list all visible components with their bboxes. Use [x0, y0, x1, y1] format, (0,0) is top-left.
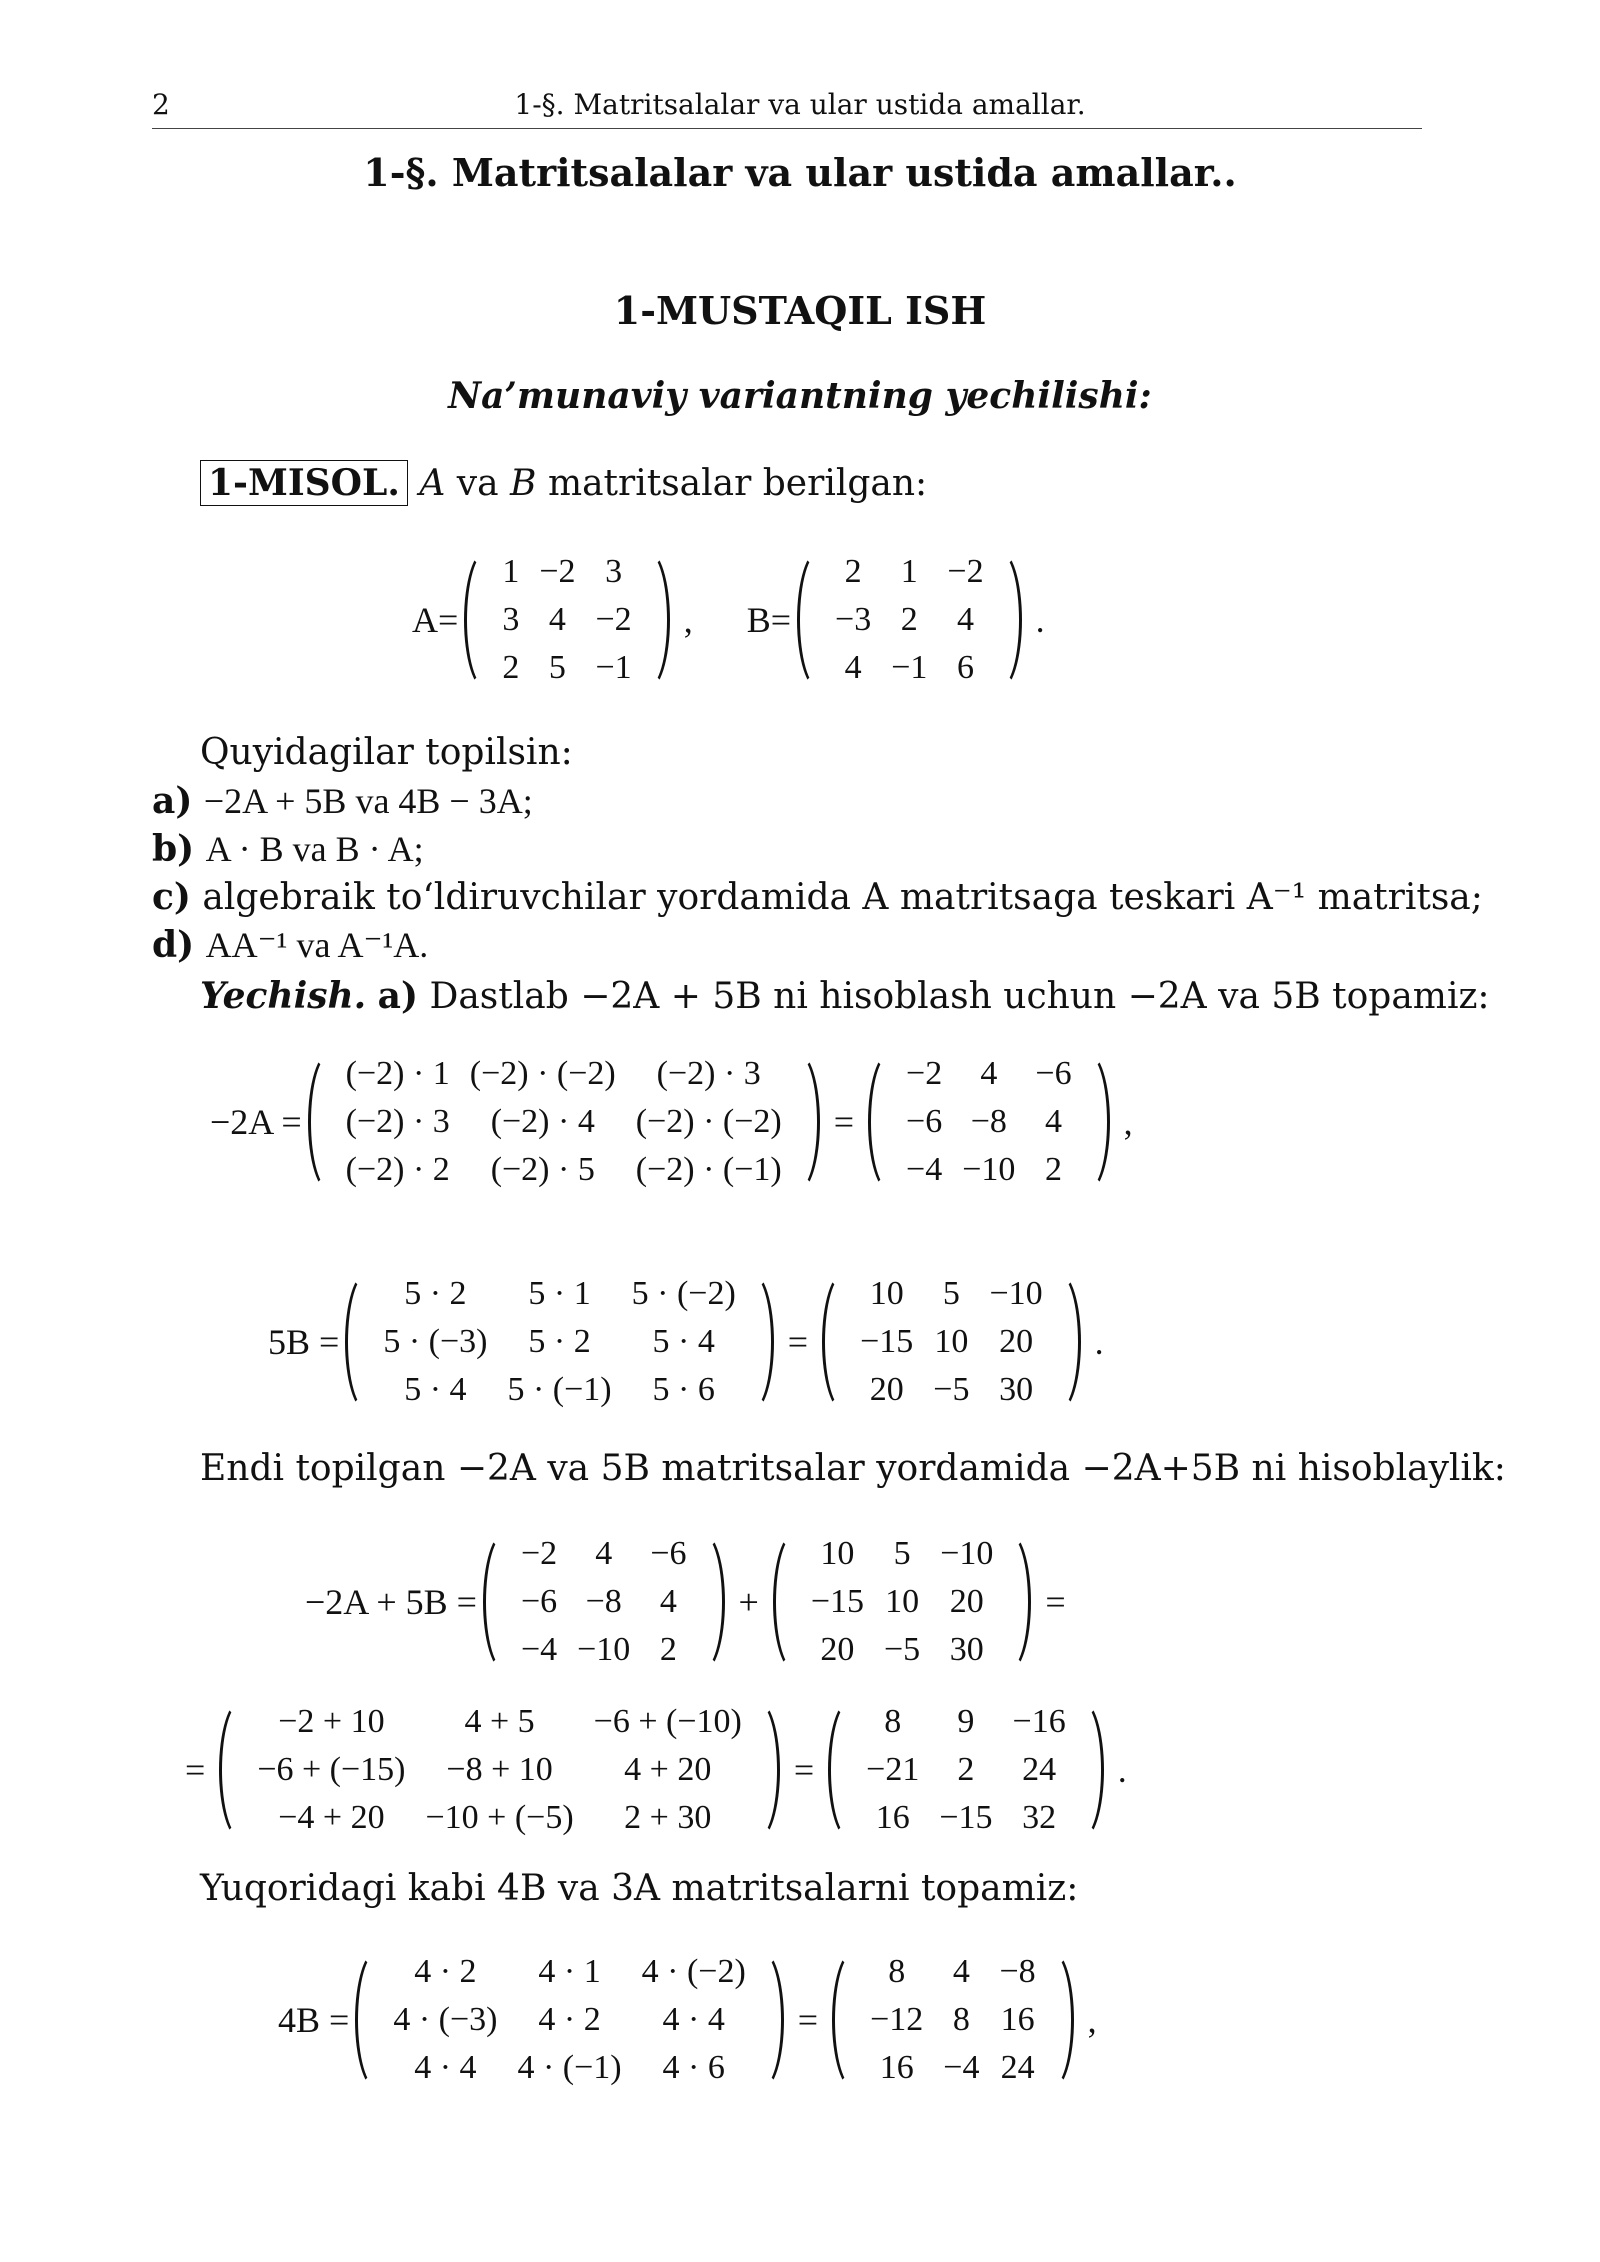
eq-4b-right	[832, 1948, 1074, 2092]
matrix-row	[511, 1626, 697, 1674]
matrix-cell: 5 · 4	[404, 1371, 467, 1408]
example-matrix-b: B	[510, 463, 537, 504]
matrix-cell: 5	[942, 1275, 960, 1312]
eq-sum-m2	[773, 1530, 1032, 1674]
given-comma: ,	[683, 600, 693, 640]
matrix-row	[373, 1366, 745, 1414]
eq-5b	[268, 1270, 1118, 1414]
matrix-cell: 4 · 2	[538, 2001, 601, 2038]
matrix-cell: 9	[957, 1703, 975, 1740]
left-paren	[773, 1530, 795, 1674]
matrix-grid	[801, 1530, 1004, 1674]
matrix-row	[825, 596, 994, 644]
matrix-row	[801, 1530, 1004, 1578]
matrix-cell: −15	[860, 1323, 914, 1360]
matrix-cell: −5	[933, 1371, 970, 1408]
matrix-row	[801, 1578, 1004, 1626]
eq-minus-2a-right	[868, 1050, 1110, 1194]
matrix-cell: 10	[820, 1535, 855, 1572]
eq-sum-equals: =	[1045, 1582, 1066, 1622]
matrix-row	[492, 644, 641, 692]
page-number: 2	[152, 88, 170, 121]
matrix-cell: 30	[999, 1371, 1034, 1408]
matrix-row	[850, 1270, 1053, 1318]
matrix-row	[336, 1098, 792, 1146]
matrix-cell: 6	[956, 649, 974, 686]
matrix-cell: (−2) · 3	[345, 1103, 450, 1140]
matrix-cell: −10	[940, 1535, 994, 1572]
matrix-cell: (−2) · 1	[345, 1055, 450, 1092]
right-paren	[1009, 1530, 1031, 1674]
variant-title: Na’munaviy variantning yechilishi:	[448, 375, 1152, 417]
eq-4b-label: 4B =	[278, 2000, 350, 2040]
left-paren	[832, 1948, 854, 2092]
matrix-cell: −2	[947, 553, 984, 590]
left-paren	[355, 1948, 377, 2092]
matrix-cell: −2 + 10	[278, 1703, 385, 1740]
matrix-cell: −8	[999, 1953, 1036, 1990]
solution-text: Dastlab −2A + 5B ni hisoblash uchun −2A va 5B topamiz:	[429, 976, 1490, 1017]
matrix-cell: 4	[956, 601, 974, 638]
eq-sum	[305, 1530, 1080, 1674]
example-text-mid: va	[445, 463, 511, 504]
matrix-cell: 4	[548, 601, 566, 638]
matrix-row	[860, 2044, 1046, 2092]
matrix-row	[801, 1626, 1004, 1674]
example-text-end: matritsalar berilgan:	[536, 463, 928, 504]
matrix-cell: 8	[952, 2001, 970, 2038]
matrix-row	[850, 1366, 1053, 1414]
matrix-cell: −2	[539, 553, 576, 590]
matrix-cell: −6 + (−10)	[593, 1703, 742, 1740]
matrix-grid	[850, 1270, 1053, 1414]
matrix-cell: −6	[650, 1535, 687, 1572]
matrix-cell: 24	[1000, 2049, 1035, 2086]
task-d-label: d)	[152, 924, 195, 966]
matrix-cell: 2	[1045, 1151, 1062, 1188]
matrix-grid	[896, 1050, 1082, 1194]
task-a-label: a)	[152, 780, 193, 822]
matrix-cell: −8 + 10	[446, 1751, 553, 1788]
eq-sum-plus: +	[738, 1582, 759, 1622]
eq-5b-right	[822, 1270, 1081, 1414]
matrix-cell: −8	[970, 1103, 1007, 1140]
matrix-cell: 4 · (−1)	[517, 2049, 622, 2086]
right-paren	[798, 1050, 820, 1194]
matrix-b	[797, 548, 1022, 692]
matrix-grid	[511, 1530, 697, 1674]
matrix-cell: 2	[659, 1631, 677, 1668]
matrix-cell: 2	[957, 1751, 975, 1788]
task-d	[152, 924, 428, 966]
text-next: Yuqoridagi kabi 4B va 3A matritsalarni topamiz:	[200, 1868, 1079, 1909]
eq-5b-left	[345, 1270, 773, 1414]
eq-minus-2a-label: −2A =	[210, 1102, 302, 1142]
matrix-cell: 4	[659, 1583, 677, 1620]
given-period: .	[1035, 600, 1045, 640]
matrix-cell: −15	[939, 1799, 993, 1836]
matrix-cell: (−2) · 5	[490, 1151, 595, 1188]
matrix-cell: −1	[595, 649, 632, 686]
right-paren	[752, 1270, 774, 1414]
matrix-cell: 30	[949, 1631, 984, 1668]
matrix-cell: 20	[869, 1371, 904, 1408]
matrix-cell: −10	[577, 1631, 631, 1668]
matrix-cell: −6	[520, 1583, 558, 1620]
matrix-cell: 4 · 1	[538, 1953, 601, 1990]
matrix-row	[860, 1948, 1046, 1996]
matrix-cell: 3	[605, 553, 623, 590]
eq-sum-2-left	[219, 1698, 780, 1842]
task-c-text: algebraik to‘ldiruvchilar yordamida A matritsaga teskari A⁻¹ matritsa;	[202, 877, 1483, 918]
left-paren	[308, 1050, 330, 1194]
eq-minus-2a	[210, 1050, 1147, 1194]
matrix-cell: 1	[502, 553, 520, 590]
matrix-cell: 10	[869, 1275, 904, 1312]
running-head: 1-§. Matritsalalar va ular ustida amallar.	[514, 88, 1086, 121]
right-paren	[1059, 1270, 1081, 1414]
matrix-row	[511, 1530, 697, 1578]
right-paren	[1052, 1948, 1074, 2092]
left-paren	[828, 1698, 850, 1842]
matrix-cell: 4	[595, 1535, 613, 1572]
matrix-row	[511, 1578, 697, 1626]
matrix-row	[247, 1794, 752, 1842]
matrix-cell: (−2) · (−1)	[635, 1151, 782, 1188]
solution-part: a)	[377, 975, 419, 1017]
matrix-row	[825, 644, 994, 692]
matrix-cell: −4 + 20	[278, 1799, 385, 1836]
matrix-cell: 8	[884, 1703, 902, 1740]
matrix-cell: 10	[934, 1323, 969, 1360]
task-d-text: AA⁻¹ va A⁻¹A.	[205, 925, 429, 965]
header-rule	[152, 128, 1422, 129]
example-label: 1-MISOL.	[200, 460, 408, 506]
matrix-cell: 4 · 2	[414, 1953, 477, 1990]
eq-sum-2	[185, 1698, 1141, 1842]
matrix-cell: 5 · (−3)	[383, 1323, 488, 1360]
matrix-cell: 24	[1022, 1751, 1057, 1788]
matrix-cell: −8	[585, 1583, 622, 1620]
matrix-row	[492, 596, 641, 644]
matrix-cell: 2	[844, 553, 862, 590]
matrix-cell: 8	[888, 1953, 906, 1990]
matrix-b-label: B=	[746, 600, 792, 640]
matrix-cell: −21	[866, 1751, 920, 1788]
matrix-cell: 4 · 4	[662, 2001, 725, 2038]
left-paren	[464, 548, 486, 692]
matrix-row	[373, 1270, 745, 1318]
eq-5b-label: 5B =	[268, 1322, 340, 1362]
matrix-cell: 4	[1045, 1103, 1062, 1140]
matrix-cell: 4	[980, 1055, 998, 1092]
matrix-cell: 2	[502, 649, 520, 686]
matrix-row	[383, 1948, 755, 1996]
matrix-grid	[373, 1270, 745, 1414]
matrix-row	[896, 1146, 1082, 1194]
left-paren	[345, 1270, 367, 1414]
matrix-cell: −2	[906, 1055, 943, 1092]
matrix-cell: 2 + 30	[624, 1799, 712, 1836]
matrix-grid	[860, 1948, 1046, 2092]
matrix-cell: 5 · (−2)	[631, 1275, 736, 1312]
matrix-cell: 4 · 4	[414, 2049, 477, 2086]
matrix-cell: 20	[820, 1631, 855, 1668]
left-paren	[797, 548, 819, 692]
matrix-cell: −10	[989, 1275, 1043, 1312]
matrix-cell: 5 · 2	[404, 1275, 467, 1312]
right-paren	[1000, 548, 1022, 692]
eq-sum-2-right	[828, 1698, 1104, 1842]
matrix-cell: −4	[906, 1151, 943, 1188]
matrix-a-label: A=	[412, 600, 459, 640]
matrix-row	[856, 1794, 1076, 1842]
matrix-cell: −15	[810, 1583, 864, 1620]
matrix-row	[825, 548, 994, 596]
task-a-text: −2A + 5B va 4B − 3A;	[203, 781, 533, 821]
eq-4b-equals: =	[797, 2000, 819, 2040]
matrix-a	[464, 548, 669, 692]
matrix-cell: −2	[595, 601, 632, 638]
eq-minus-2a-end: ,	[1123, 1102, 1133, 1142]
eq-sum-m1	[483, 1530, 725, 1674]
matrix-cell: 4	[952, 1953, 970, 1990]
matrix-row	[383, 1996, 755, 2044]
matrix-grid	[856, 1698, 1076, 1842]
matrix-cell: 5	[893, 1535, 911, 1572]
tasks-intro: Quyidagilar topilsin:	[200, 732, 573, 773]
work-title: 1-MUSTAQIL ISH	[613, 288, 987, 333]
matrix-row	[383, 2044, 755, 2092]
matrix-cell: 4	[844, 649, 862, 686]
matrix-row	[336, 1146, 792, 1194]
matrix-row	[373, 1318, 745, 1366]
matrix-cell: −10 + (−5)	[425, 1799, 574, 1836]
eq-minus-2a-left	[308, 1050, 820, 1194]
example-line	[200, 462, 927, 504]
matrix-cell: −3	[835, 601, 872, 638]
matrix-cell: 32	[1022, 1799, 1057, 1836]
matrix-grid	[247, 1698, 752, 1842]
eq-sum-2-equals-2: =	[793, 1750, 815, 1790]
right-paren	[648, 548, 670, 692]
task-b-text: A · B va B · A;	[205, 829, 424, 869]
matrix-cell: 3	[502, 601, 520, 638]
right-paren	[1082, 1698, 1104, 1842]
right-paren	[762, 1948, 784, 2092]
matrix-cell: 5 · (−1)	[507, 1371, 612, 1408]
matrix-row	[860, 1996, 1046, 2044]
matrix-cell: (−2) · 3	[656, 1055, 761, 1092]
left-paren	[483, 1530, 505, 1674]
matrix-grid	[492, 548, 641, 692]
task-a	[152, 780, 533, 822]
left-paren	[868, 1050, 890, 1194]
matrix-cell: −2	[520, 1535, 558, 1572]
matrix-row	[856, 1698, 1076, 1746]
matrix-cell: 2	[900, 601, 918, 638]
right-paren	[758, 1698, 780, 1842]
matrix-cell: (−2) · (−2)	[635, 1103, 782, 1140]
matrix-cell: 5 · 6	[652, 1371, 715, 1408]
matrix-cell: 4 + 20	[624, 1751, 712, 1788]
matrix-row	[492, 548, 641, 596]
matrix-cell: 4 · (−3)	[393, 2001, 498, 2038]
left-paren	[822, 1270, 844, 1414]
matrix-cell: 1	[900, 553, 918, 590]
eq-4b-end: ,	[1087, 2000, 1097, 2040]
text-then: Endi topilgan −2A va 5B matritsalar yordamida −2A+5B ni hisoblaylik:	[200, 1448, 1506, 1489]
matrix-cell: −5	[884, 1631, 921, 1668]
matrix-row	[247, 1746, 752, 1794]
right-paren	[703, 1530, 725, 1674]
right-paren	[1088, 1050, 1110, 1194]
matrix-cell: 5 · 2	[528, 1323, 591, 1360]
eq-5b-equals: =	[787, 1322, 809, 1362]
task-b-label: b)	[152, 828, 195, 870]
matrix-cell: −6	[906, 1103, 943, 1140]
matrix-cell: 4 · (−2)	[641, 1953, 746, 1990]
matrix-cell: (−2) · 4	[490, 1103, 595, 1140]
task-c-label: c)	[152, 876, 191, 918]
eq-minus-2a-equals: =	[833, 1102, 855, 1142]
given-matrices	[412, 548, 1059, 692]
section-title: 1-§. Matritsalalar va ular ustida amallar..	[363, 150, 1237, 195]
matrix-cell: (−2) · 2	[345, 1151, 450, 1188]
matrix-row	[856, 1746, 1076, 1794]
matrix-cell: −10	[962, 1151, 1016, 1188]
matrix-cell: 5 · 1	[528, 1275, 591, 1312]
matrix-cell: −6 + (−15)	[257, 1751, 406, 1788]
matrix-cell: 4 · 6	[662, 2049, 725, 2086]
matrix-grid	[336, 1050, 792, 1194]
matrix-cell: −1	[891, 649, 928, 686]
matrix-cell: −16	[1012, 1703, 1066, 1740]
matrix-cell: −6	[1035, 1055, 1072, 1092]
matrix-cell: −12	[870, 2001, 924, 2038]
eq-4b-left	[355, 1948, 783, 2092]
matrix-cell: 20	[949, 1583, 984, 1620]
matrix-grid	[383, 1948, 755, 2092]
matrix-row	[896, 1098, 1082, 1146]
eq-sum-2-end: .	[1117, 1750, 1127, 1790]
left-paren	[219, 1698, 241, 1842]
matrix-cell: 5	[548, 649, 566, 686]
task-c	[152, 876, 1483, 918]
task-b	[152, 828, 424, 870]
matrix-cell: 20	[999, 1323, 1034, 1360]
matrix-cell: 16	[1000, 2001, 1035, 2038]
matrix-grid	[825, 548, 994, 692]
solution-label: Yechish.	[200, 975, 367, 1017]
matrix-row	[336, 1050, 792, 1098]
matrix-row	[247, 1698, 752, 1746]
matrix-row	[850, 1318, 1053, 1366]
matrix-cell: −4	[943, 2049, 980, 2086]
matrix-cell: 4 + 5	[464, 1703, 535, 1740]
eq-sum-2-equals-1: =	[185, 1750, 206, 1790]
matrix-cell: 10	[885, 1583, 920, 1620]
matrix-cell: 16	[879, 2049, 914, 2086]
matrix-cell: 16	[875, 1799, 910, 1836]
eq-5b-end: .	[1094, 1322, 1104, 1362]
eq-4b	[278, 1948, 1111, 2092]
matrix-cell: (−2) · (−2)	[469, 1055, 616, 1092]
example-matrix-a: A	[419, 463, 446, 504]
solution-line	[200, 975, 1490, 1017]
matrix-row	[896, 1050, 1082, 1098]
matrix-cell: −4	[520, 1631, 558, 1668]
eq-sum-label: −2A + 5B =	[305, 1582, 477, 1622]
matrix-cell: 5 · 4	[652, 1323, 715, 1360]
